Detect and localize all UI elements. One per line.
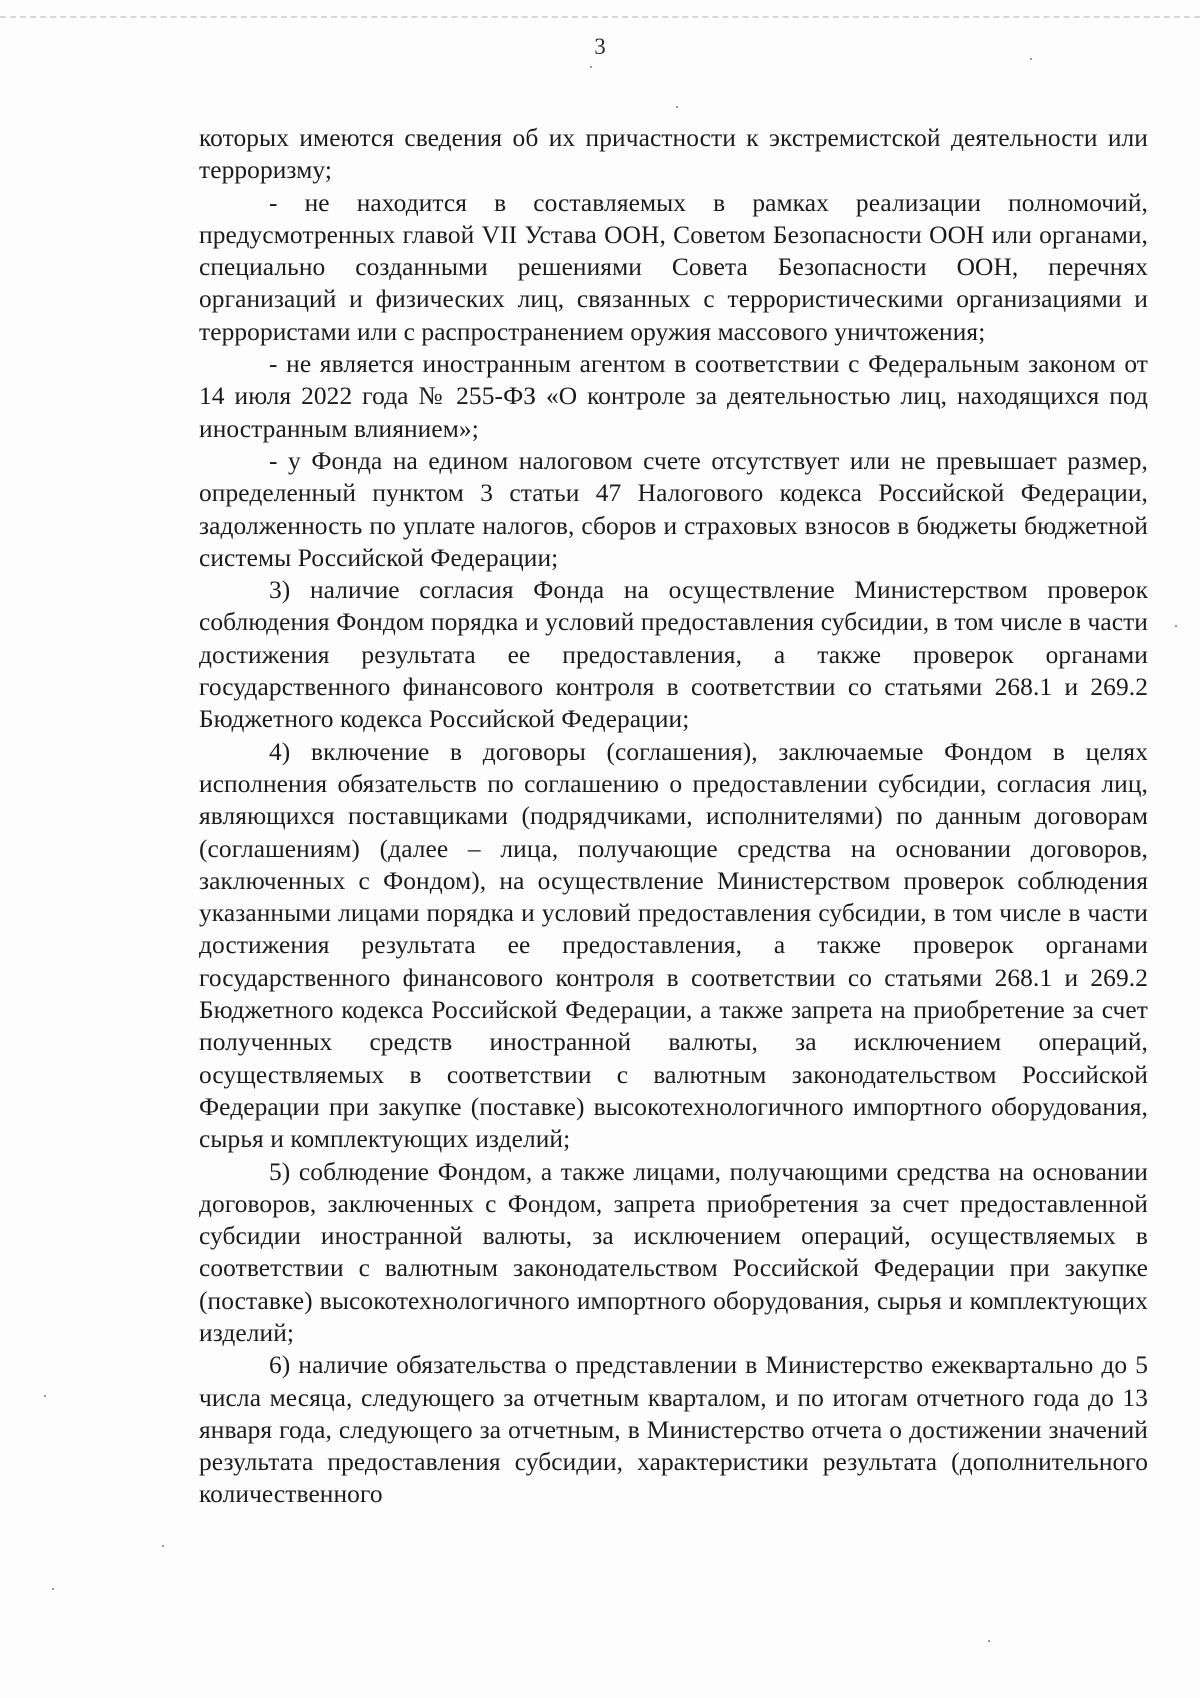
document-body bbox=[199, 122, 1148, 1511]
scan-speck bbox=[1175, 625, 1177, 627]
scan-edge-artifact bbox=[0, 16, 1200, 22]
paragraph: - у Фонда на едином налоговом счете отсутствует или не превышает размер, определенный пунктом 3 статьи 47 Налогового кодекса Российской Федерации, задолженность по уплате налогов, сборов и страховых взносов в бюджеты бюджетной системы Российской Федерации; bbox=[199, 446, 1148, 572]
scan-speck bbox=[676, 106, 678, 108]
paragraph: 4) включение в договоры (соглашения), заключаемые Фондом в целях исполнения обязательств по соглашению о предоставлении субсидии, согласия лиц, являющихся поставщиками (подрядчиками, исполнителями) по данным договорам (соглашениям) (далее – лица, получающие средства на основании договоров, заключенных с Фондом), на осуществление Министерством проверок соблюдения указанными лицами порядка и условий предоставления субсидии, в том числе в части достижения результата ее предоставления, а также проверок органами государственного финансового контроля в соответствии со статьями 268.1 и 269.2 Бюджетного кодекса Российской Федерации, а также запрета на приобретение за счет полученных средств иностранной валюты, за исключением операций, осуществляемых в соответствии с валютным законодательством Российской Федерации при закупке (поставке) высокотехнологичного импортного оборудования, сырья и комплектующих изделий; bbox=[199, 737, 1148, 1154]
scan-speck bbox=[988, 1640, 990, 1642]
scan-speck bbox=[162, 1545, 164, 1547]
paragraph: - не является иностранным агентом в соответствии с Федеральным законом от 14 июля 2022 года № 255-ФЗ «О контроле за деятельностью лиц, находящихся под иностранным влиянием»; bbox=[199, 350, 1148, 443]
paragraph: которых имеются сведения об их причастности к экстремистской деятельности или терроризму; bbox=[199, 124, 1148, 185]
scan-speck bbox=[52, 1588, 54, 1590]
paragraph: 6) наличие обязательства о представлении в Министерство ежеквартально до 5 числа месяца, следующего за отчетным кварталом, и по итогам отчетного года до 13 января года, следующего за отчетным, в Министерство отчета о достижении значений результата предоставления субсидии, характеристики результата (дополнительного количественного bbox=[199, 1351, 1148, 1509]
scan-speck bbox=[590, 66, 592, 68]
scan-speck bbox=[44, 1395, 46, 1397]
paragraph: - не находится в составляемых в рамках реализации полномочий, предусмотренных главой VII Устава ООН, Советом Безопасности ООН или органами, специально созданными решениями Совета Безопасности ООН, перечнях организаций и физических лиц, связанных с террористическими организациями и террористами или с распространением оружия массового уничтожения; bbox=[199, 188, 1148, 346]
paragraph: 5) соблюдение Фондом, а также лицами, получающими средства на основании договоров, заключенных с Фондом, запрета приобретения за счет предоставленной субсидии иностранной валюты, за исключением операций, осуществляемых в соответствии с валютным законодательством Российской Федерации при закупке (поставке) высокотехнологичного импортного оборудования, сырья и комплектующих изделий; bbox=[199, 1157, 1148, 1347]
page-number: 3 bbox=[594, 34, 606, 59]
scan-speck bbox=[1030, 58, 1032, 60]
paragraph: 3) наличие согласия Фонда на осуществление Министерством проверок соблюдения Фондом порядка и условий предоставления субсидии, в том числе в части достижения результата ее предоставления, а также проверок органами государственного финансового контроля в соответствии со статьями 268.1 и 269.2 Бюджетного кодекса Российской Федерации; bbox=[199, 576, 1148, 734]
